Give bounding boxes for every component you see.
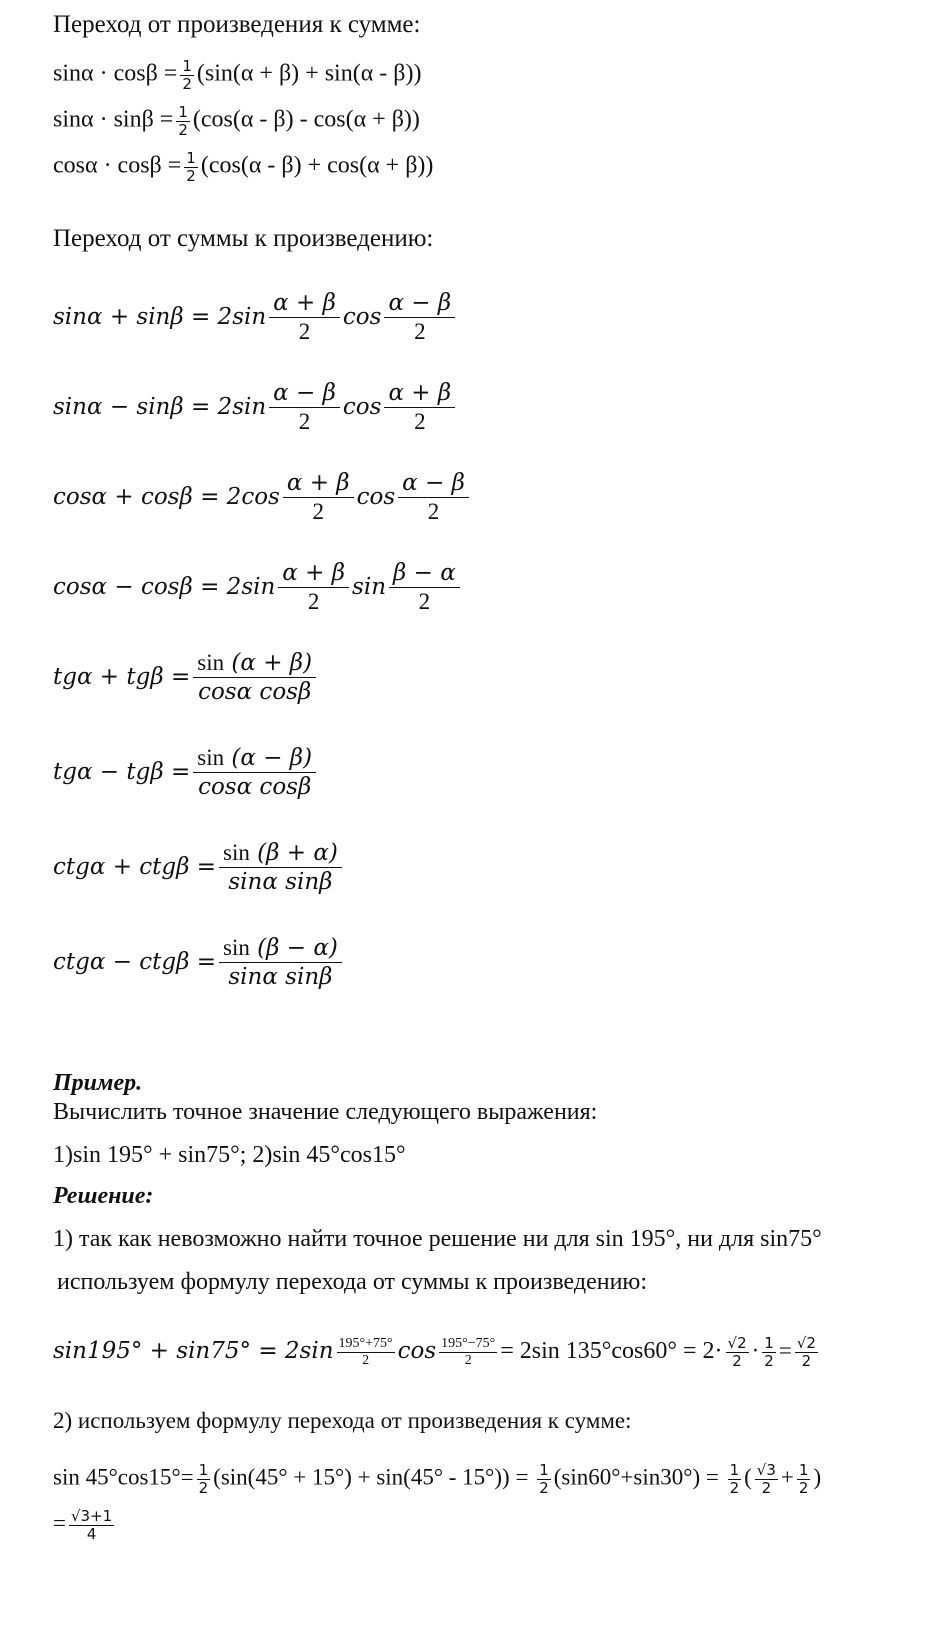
formula-tg-minus-tg: tgα − tgβ = $\frac{\sin (\alpha - \beta)}{\text{cosα cosβ}}$ xyxy=(53,745,319,801)
solution-2-line: 2) используем формулу перехода от произведения к сумме: xyxy=(53,1408,632,1433)
formula-product-sin-sin: sinα · sinβ = $\frac{1}{2}$ (cos(α - β) - cos(α + β)) xyxy=(53,103,420,139)
solution-1-line-2: используем формулу перехода от суммы к произведению: xyxy=(57,1269,648,1295)
example-title: Пример. xyxy=(53,1070,143,1096)
formula-ctg-minus-ctg: ctgα − ctgβ = $\frac{\sin (\beta - \alpha)}{\text{sinα sinβ}}$ xyxy=(53,935,345,991)
formula-cos-minus-cos: cosα − cosβ = 2sin $\frac{\alpha + \beta}{2}$ sin $\frac{\beta - \alpha}{2}$ xyxy=(53,560,463,616)
calculation-3: = $\frac{√3+1}{4}$ xyxy=(53,1507,113,1543)
example-items: 1)sin 195° + sin75°; 2)sin 45°cos15° xyxy=(53,1142,406,1168)
calculation-2: sin 45°cos15°= $\frac{1}{2}$ (sin(45° + 15°) + sin(45° - 15°)) = $\frac{1}{2}$ (sin60°+sin30°) = $\frac{1}{2}$ ( $\frac{√3}{2}$ + $\frac{1}{2}$ ) xyxy=(53,1461,822,1497)
formula-ctg-plus-ctg: ctgα + ctgβ = $\frac{\sin (\beta + \alpha)}{\text{sinα sinβ}}$ xyxy=(53,840,345,896)
formula-product-cos-cos: cosα · cosβ = $\frac{1}{2}$ (cos(α - β) + cos(α + β)) xyxy=(53,149,434,185)
example-task: Вычислить точное значение следующего выражения: xyxy=(53,1099,598,1125)
calculation-1: sin195° + sin75° = 2sin $\frac{195^\circ+75^\circ}{2}$ cos $\frac{195^\circ-75^\circ}{2}$ = 2sin 135°cos60° = 2· $\frac{√2}{2}$ · $\frac{1}{2}$ = $\frac{√2}{2}$ xyxy=(53,1334,816,1370)
solution-title: Решение: xyxy=(53,1183,154,1209)
solution-1-line-1: 1) так как невозможно найти точное решение ни для sin 195°, ни для sin75° xyxy=(53,1226,822,1252)
fraction-half: $\frac{1}{2}$ xyxy=(186,149,196,185)
formula-tg-plus-tg: tgα + tgβ = $\frac{\sin (\alpha + \beta)}{\text{cosα cosβ}}$ xyxy=(53,650,319,706)
formula-sin-minus-sin: sinα − sinβ = 2sin $\frac{\alpha - \beta}{2}$ cos $\frac{\alpha + \beta}{2}$ xyxy=(53,380,458,436)
fraction-half: $\frac{1}{2}$ xyxy=(182,57,192,93)
sum-to-product-heading: Переход от суммы к произведению: xyxy=(53,225,434,252)
fraction-half: $\frac{1}{2}$ xyxy=(178,103,188,139)
product-to-sum-heading: Переход от произведения к сумме: xyxy=(53,11,421,38)
formula-sin-plus-sin: sinα + sinβ = 2sin $\frac{\alpha + \beta}{2}$ cos $\frac{\alpha - \beta}{2}$ xyxy=(53,290,458,346)
formula-product-sin-cos: sinα · cosβ = $\frac{1}{2}$ (sin(α + β) + sin(α - β)) xyxy=(53,57,422,93)
formula-cos-plus-cos: cosα + cosβ = 2cos $\frac{\alpha + \beta}{2}$ cos $\frac{\alpha - \beta}{2}$ xyxy=(53,470,472,526)
